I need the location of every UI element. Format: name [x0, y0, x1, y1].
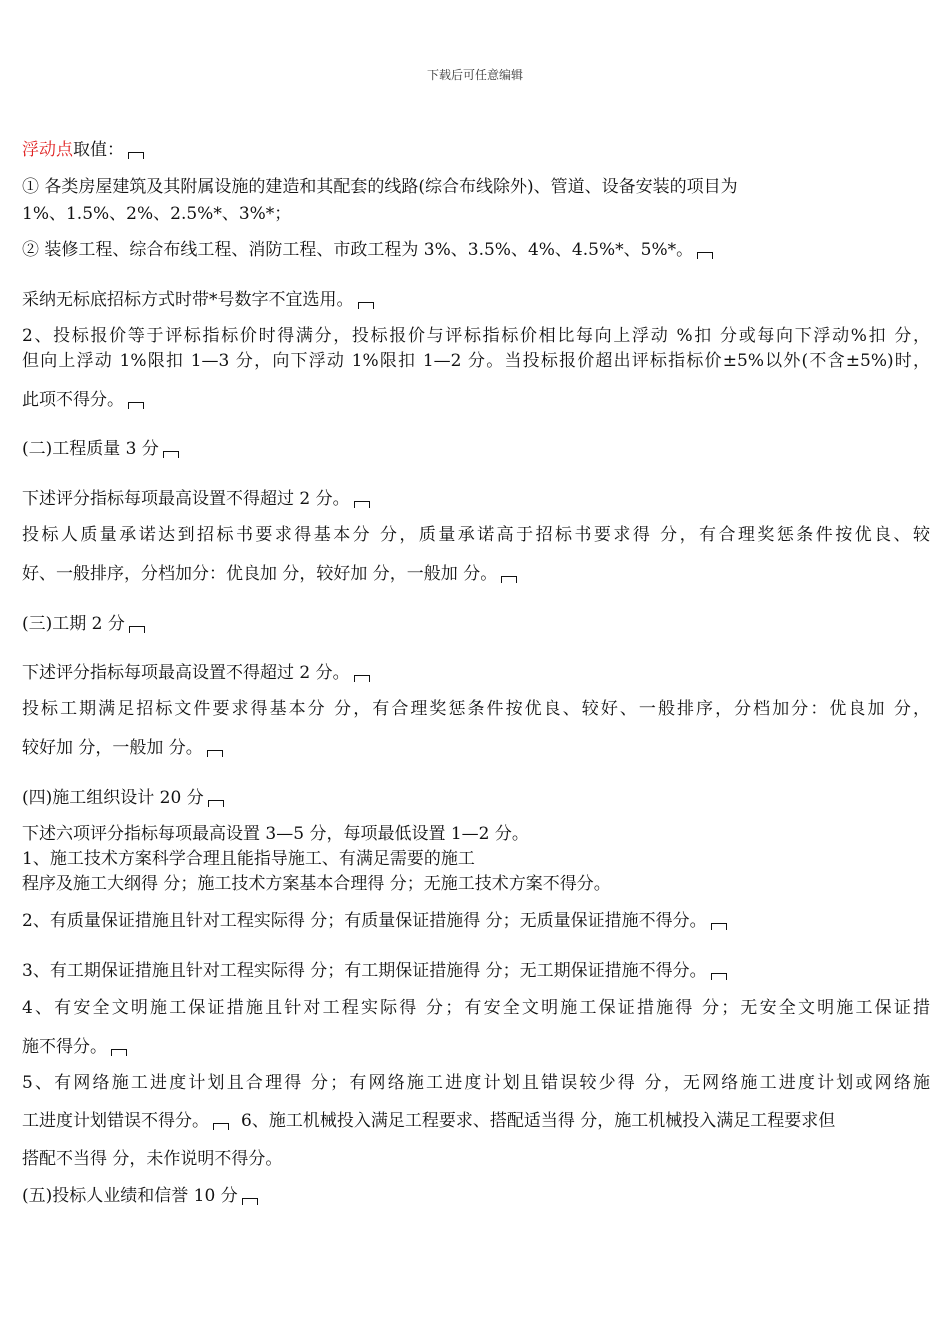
paragraph-mark-icon [128, 152, 144, 159]
page-header-note: 下载后可任意编辑 [426, 68, 523, 82]
text-span: ② 装修工程、综合布线工程、消防工程、市政工程为 3%、3.5%、4%、4.5%*、5%*。 [22, 240, 694, 260]
text-line: 但向上浮动 1%限扣 1—3 分，向下浮动 1%限扣 1—2 分。当投标报价超出评标指标价±5%以外(不含±5%)时， [22, 351, 930, 371]
text-line [22, 489, 370, 509]
text-line [22, 663, 370, 683]
section-heading [22, 788, 224, 808]
paragraph-mark-icon [711, 973, 727, 980]
text-span: 工进度计划错误不得分。 [22, 1111, 209, 1131]
text-span: (三)工期 2 分 [22, 614, 125, 634]
text-line [22, 240, 713, 260]
text-line: 程序及施工大纲得 分；施工技术方案基本合理得 分；无施工技术方案不得分。 [22, 874, 611, 894]
text-line [22, 961, 727, 981]
text-line: ① 各类房屋建筑及其附属设施的建造和其配套的线路(综合布线除外)、管道、设备安装的项目为 [22, 177, 738, 197]
section-heading [22, 439, 179, 459]
paragraph-mark-icon [501, 576, 517, 583]
text-span: 2、有质量保证措施且针对工程实际得 分；有质量保证措施得 分；无质量保证措施不得分。 [22, 911, 707, 931]
text-span: 采纳无标底招标方式时带*号数字不宜选用。 [22, 290, 354, 310]
text-line [22, 738, 223, 758]
float-point-label: 取值： [73, 140, 124, 160]
text-span: 较好加 分，一般加 分。 [22, 738, 203, 758]
paragraph-mark-icon [697, 252, 713, 259]
paragraph-mark-icon [163, 451, 179, 458]
text-span: 6、施工机械投入满足工程要求、搭配适当得 分，施工机械投入满足工程要求但 [241, 1111, 836, 1131]
paragraph-mark-icon [711, 923, 727, 930]
paragraph-mark-icon [128, 402, 144, 409]
paragraph-float-point-title [22, 140, 144, 160]
text-line: 投标人质量承诺达到招标书要求得基本分 分，质量承诺高于招标书要求得 分，有合理奖惩条件按优良、较 [22, 525, 930, 545]
text-line: 1%、1.5%、2%、2.5%*、3%*； [22, 204, 292, 224]
paragraph-mark-icon [213, 1123, 229, 1130]
text-line [22, 1111, 930, 1131]
text-span: 下述评分指标每项最高设置不得超过 2 分。 [22, 663, 350, 683]
text-span: (四)施工组织设计 20 分 [22, 788, 204, 808]
text-line: 投标工期满足招标文件要求得基本分 分，有合理奖惩条件按优良、较好、一般排序，分档加分：优良加 分， [22, 699, 930, 719]
text-span: 此项不得分。 [22, 390, 124, 410]
text-line [22, 911, 727, 931]
text-line: 下述六项评分指标每项最高设置 3—5 分，每项最低设置 1—2 分。 [22, 824, 529, 844]
text-span: 好、一般排序，分档加分：优良加 分，较好加 分，一般加 分。 [22, 564, 498, 584]
section-heading [22, 1186, 258, 1206]
text-line [22, 290, 374, 310]
paragraph-mark-icon [111, 1049, 127, 1056]
float-point-keyword: 浮动点 [22, 140, 73, 160]
text-line: 1、施工技术方案科学合理且能指导施工、有满足需要的施工 [22, 849, 475, 869]
text-line [22, 1037, 127, 1057]
text-line: 搭配不当得 分，未作说明不得分。 [22, 1149, 283, 1169]
text-line: 2、投标报价等于评标指标价时得满分，投标报价与评标指标价相比每向上浮动 %扣 分或每向下浮动%扣 分， [22, 326, 930, 346]
text-span: (五)投标人业绩和信誉 10 分 [22, 1186, 238, 1206]
text-span: 施不得分。 [22, 1037, 107, 1057]
paragraph-mark-icon [354, 675, 370, 682]
paragraph-mark-icon [242, 1198, 258, 1205]
paragraph-mark-icon [208, 800, 224, 807]
text-span: (二)工程质量 3 分 [22, 439, 159, 459]
text-span: 下述评分指标每项最高设置不得超过 2 分。 [22, 489, 350, 509]
text-span: 3、有工期保证措施且针对工程实际得 分；有工期保证措施得 分；无工期保证措施不得分。 [22, 961, 707, 981]
text-line [22, 390, 144, 410]
paragraph-mark-icon [354, 501, 370, 508]
paragraph-mark-icon [358, 302, 374, 309]
text-line: 5、有网络施工进度计划且合理得 分；有网络施工进度计划且错误较少得 分，无网络施工进度计划或网络施 [22, 1073, 930, 1093]
text-line [22, 564, 517, 584]
text-line: 4、有安全文明施工保证措施且针对工程实际得 分；有安全文明施工保证措施得 分；无安全文明施工保证措 [22, 998, 930, 1018]
section-heading [22, 614, 145, 634]
paragraph-mark-icon [129, 626, 145, 633]
paragraph-mark-icon [207, 750, 223, 757]
